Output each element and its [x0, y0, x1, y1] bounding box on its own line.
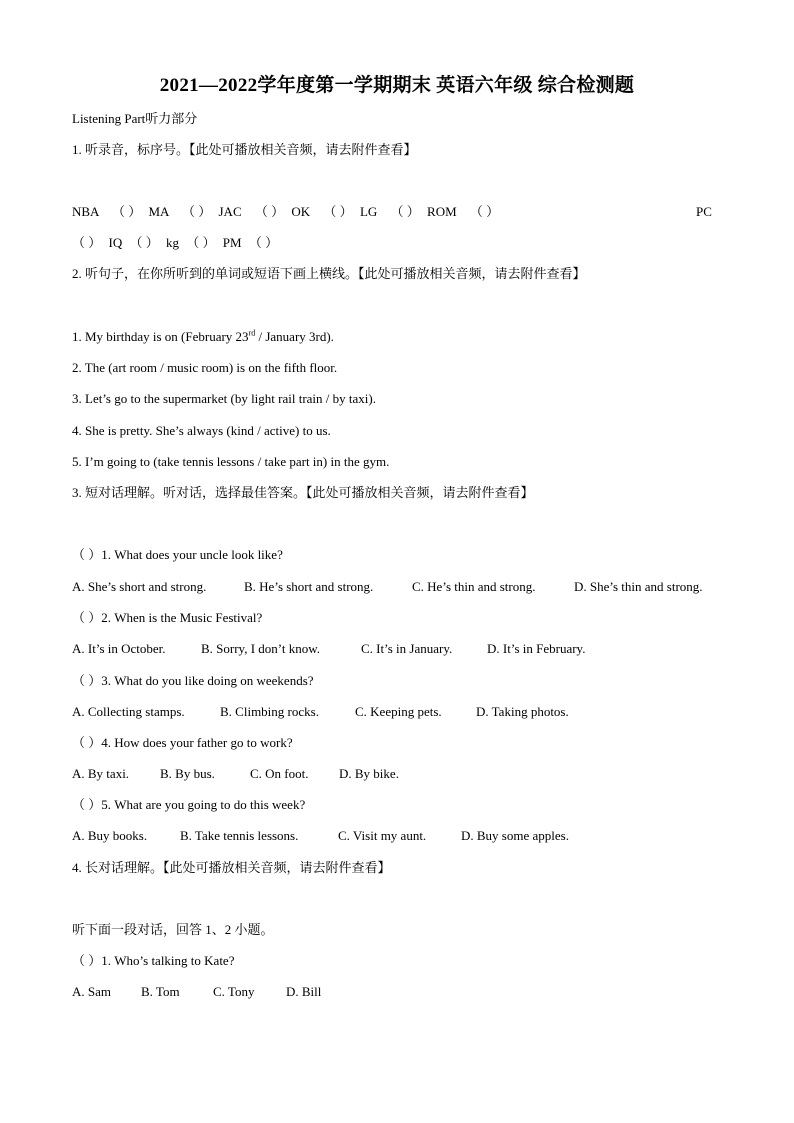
option-c[interactable]: C. Tony: [213, 984, 255, 999]
option-d[interactable]: D. She’s thin and strong.: [574, 579, 703, 594]
q1-blank[interactable]: （ ）: [72, 235, 102, 250]
option-b[interactable]: B. Sorry, I don’t know.: [201, 641, 321, 656]
option-a[interactable]: A. Sam: [72, 984, 111, 999]
option-b[interactable]: B. By bus.: [160, 766, 215, 781]
q4-heading: 4. 长对话理解。【此处可播放相关音频，请去附件查看】: [72, 860, 391, 875]
option-d[interactable]: D. Taking photos.: [476, 704, 569, 719]
q1-item: PC: [696, 204, 712, 219]
q2-sentence-4: 4. She is pretty. She’s always (kind / active) to us.: [72, 423, 331, 438]
option-c[interactable]: C. Keeping pets.: [355, 704, 442, 719]
option-d[interactable]: D. Bill: [286, 984, 322, 999]
q1-item: ROM: [427, 204, 457, 219]
q3-question-1: （ ）1. What does your uncle look like?: [72, 547, 283, 562]
q1-item: NBA: [72, 204, 99, 219]
option-b[interactable]: B. Climbing rocks.: [220, 704, 319, 719]
q1-item: MA: [148, 204, 169, 219]
q2-sentence-3: 3. Let’s go to the supermarket (by light rail train / by taxi).: [72, 391, 376, 406]
q2-sentence-1-start: 1. My birthday is on (February 23: [72, 329, 249, 344]
option-d[interactable]: D. Buy some apples.: [461, 828, 569, 843]
q1-item: LG: [359, 204, 378, 219]
q3-question-4: （ ）4. How does your father go to work?: [72, 735, 293, 750]
option-c[interactable]: C. On foot.: [250, 766, 309, 781]
q1-heading: 1. 听录音，标序号。【此处可播放相关音频，请去附件查看】: [72, 142, 417, 157]
q3-question-5: （ ）5. What are you going to do this week?: [72, 797, 306, 812]
q2-sentence-1-end: / January 3rd).: [255, 329, 334, 344]
q3-heading: 3. 短对话理解。听对话，选择最佳答案。【此处可播放相关音频，请去附件查看】: [72, 485, 534, 500]
option-a[interactable]: A. By taxi.: [72, 766, 130, 781]
option-d[interactable]: D. It’s in February.: [487, 641, 586, 656]
option-b[interactable]: B. Take tennis lessons.: [180, 828, 299, 843]
q1-blank[interactable]: （ ）: [186, 235, 216, 250]
page-title: 2021—2022学年度第一学期期末 英语六年级 综合检测题: [159, 75, 635, 96]
q4-question-1: （ ）1. Who’s talking to Kate?: [72, 953, 235, 968]
q1-blank[interactable]: （ ）: [254, 204, 285, 219]
option-d[interactable]: D. By bike.: [339, 766, 399, 781]
q2-sentence-2: 2. The (art room / music room) is on the fifth floor.: [72, 360, 338, 375]
q3-question-2: （ ）2. When is the Music Festival?: [72, 610, 263, 625]
q1-item: OK: [291, 204, 311, 219]
q1-blank[interactable]: （ ）: [469, 204, 500, 219]
q1-blank[interactable]: （ ）: [390, 204, 420, 219]
option-a[interactable]: A. It’s in October.: [72, 641, 166, 656]
q1-items-row-1: [72, 203, 722, 221]
q1-blank[interactable]: （ ）: [323, 204, 353, 219]
listening-heading: Listening Part听力部分: [72, 111, 198, 126]
option-c[interactable]: C. It’s in January.: [361, 641, 453, 656]
option-b[interactable]: B. He’s short and strong.: [244, 579, 374, 594]
q1-item: PM: [222, 235, 242, 250]
option-b[interactable]: B. Tom: [141, 984, 180, 999]
option-a[interactable]: A. She’s short and strong.: [72, 579, 207, 594]
q1-blank[interactable]: （ ）: [248, 235, 279, 250]
option-c[interactable]: C. Visit my aunt.: [338, 828, 427, 843]
option-c[interactable]: C. He’s thin and strong.: [412, 579, 536, 594]
q1-items-row-2: [72, 234, 278, 252]
q1-blank[interactable]: （ ）: [111, 204, 142, 219]
q1-item: IQ: [108, 235, 123, 250]
q1-item: JAC: [218, 204, 242, 219]
ordinal-suffix: rd: [248, 328, 256, 338]
q1-blank[interactable]: （ ）: [181, 204, 212, 219]
q2-sentence-1: [72, 328, 334, 346]
q2-sentence-5: 5. I’m going to (take tennis lessons / take part in) in the gym.: [72, 454, 390, 469]
q4-intro: 听下面一段对话，回答 1、2 小题。: [72, 922, 274, 937]
option-a[interactable]: A. Collecting stamps.: [72, 704, 185, 719]
q3-question-3: （ ）3. What do you like doing on weekends?: [72, 673, 314, 688]
q1-blank[interactable]: （ ）: [129, 235, 159, 250]
q1-item: kg: [166, 235, 179, 250]
option-a[interactable]: A. Buy books.: [72, 828, 148, 843]
q2-heading: 2. 听句子，在你所听到的单词或短语下画上横线。【此处可播放相关音频，请去附件查看】: [72, 266, 586, 281]
